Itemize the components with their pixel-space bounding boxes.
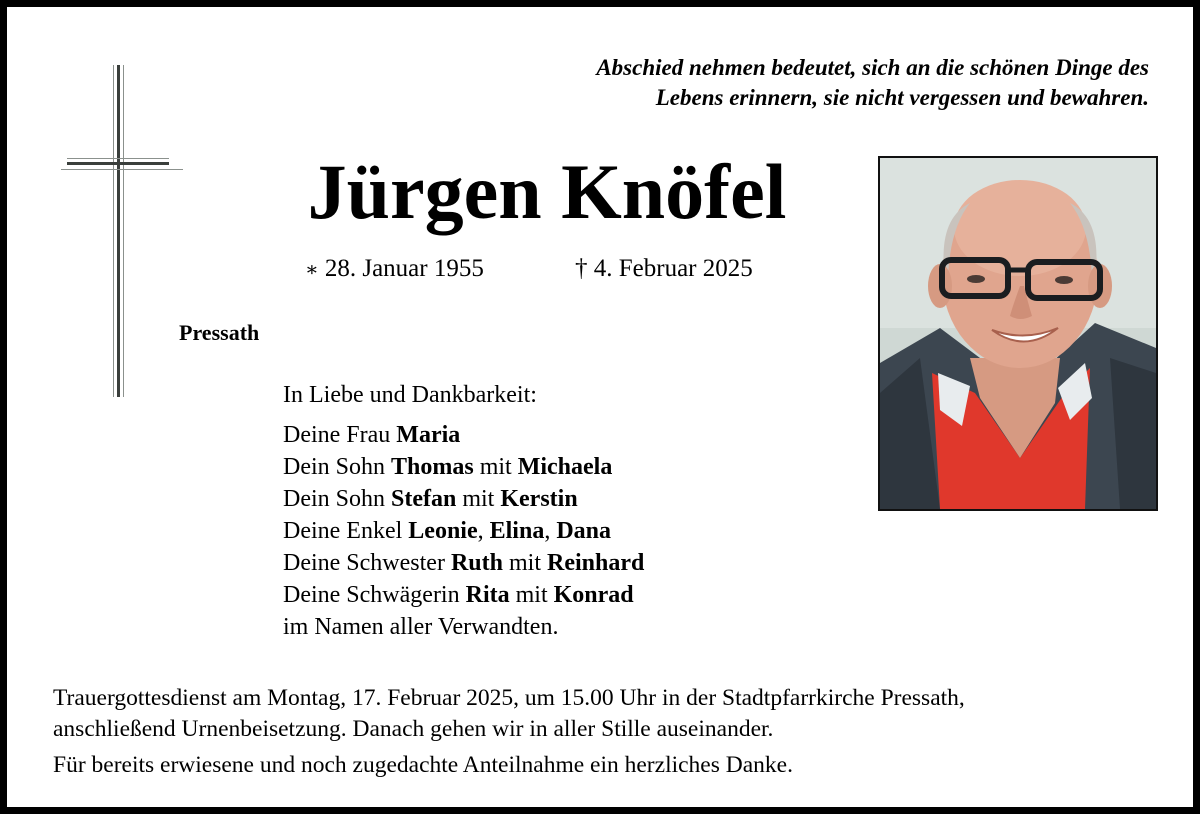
family-list [283,379,644,643]
service-info-line-1: Trauergottesdienst am Montag, 17. Februar 2025, um 15.00 Uhr in der Stadtpfarrkirche Pressath, [53,685,965,711]
quote [429,53,1149,113]
cross-horizontal-line-bottom [61,169,183,170]
birth-date [305,255,484,283]
cross-vertical-beam [117,65,120,397]
family-intro: In Liebe und Dankbarkeit: [283,382,537,408]
family-line-sister: Deine Schwester Ruth mit Reinhard [283,550,645,576]
cross-vertical-line-left [113,65,114,397]
cross-vertical-line-right [123,65,124,397]
quote-line-2: Lebens erinnern, sie nicht vergessen und bewahren. [655,85,1149,110]
family-line-son-1: Dein Sohn Thomas mit Michaela [283,454,613,480]
place-of-residence: Pressath [179,320,260,345]
family-line-wife: Deine Frau Maria [283,422,461,448]
family-line-son-2: Dein Sohn Stefan mit Kerstin [283,486,578,512]
deceased-name: Jürgen Knöfel [307,148,787,235]
family-line-grandchildren: Deine Enkel Leonie, Elina, Dana [283,518,612,544]
service-info-line-2: anschließend Urnenbeisetzung. Danach gehen wir in aller Stille auseinander. [53,716,774,742]
quote-line-1: Abschied nehmen bedeutet, sich an die schönen Dinge des [596,55,1149,80]
cross-icon [57,59,187,401]
birth-date-text: 28. Januar 1955 [324,255,484,282]
family-closing: im Namen aller Verwandten. [283,614,559,640]
death-date-text: 4. Februar 2025 [593,255,753,282]
portrait-illustration [880,158,1156,509]
dagger-icon: † [575,255,588,282]
portrait-photo [878,156,1158,511]
cross-horizontal-line-top [67,158,169,159]
footer-text [53,683,965,781]
thanks-line: Für bereits erwiesene und noch zugedachte Anteilnahme ein herzliches Danke. [53,752,793,778]
family-line-sister-in-law: Deine Schwägerin Rita mit Konrad [283,582,634,608]
cross-horizontal-beam [67,162,169,165]
death-date [575,255,753,283]
birth-icon: ∗ [305,259,319,281]
